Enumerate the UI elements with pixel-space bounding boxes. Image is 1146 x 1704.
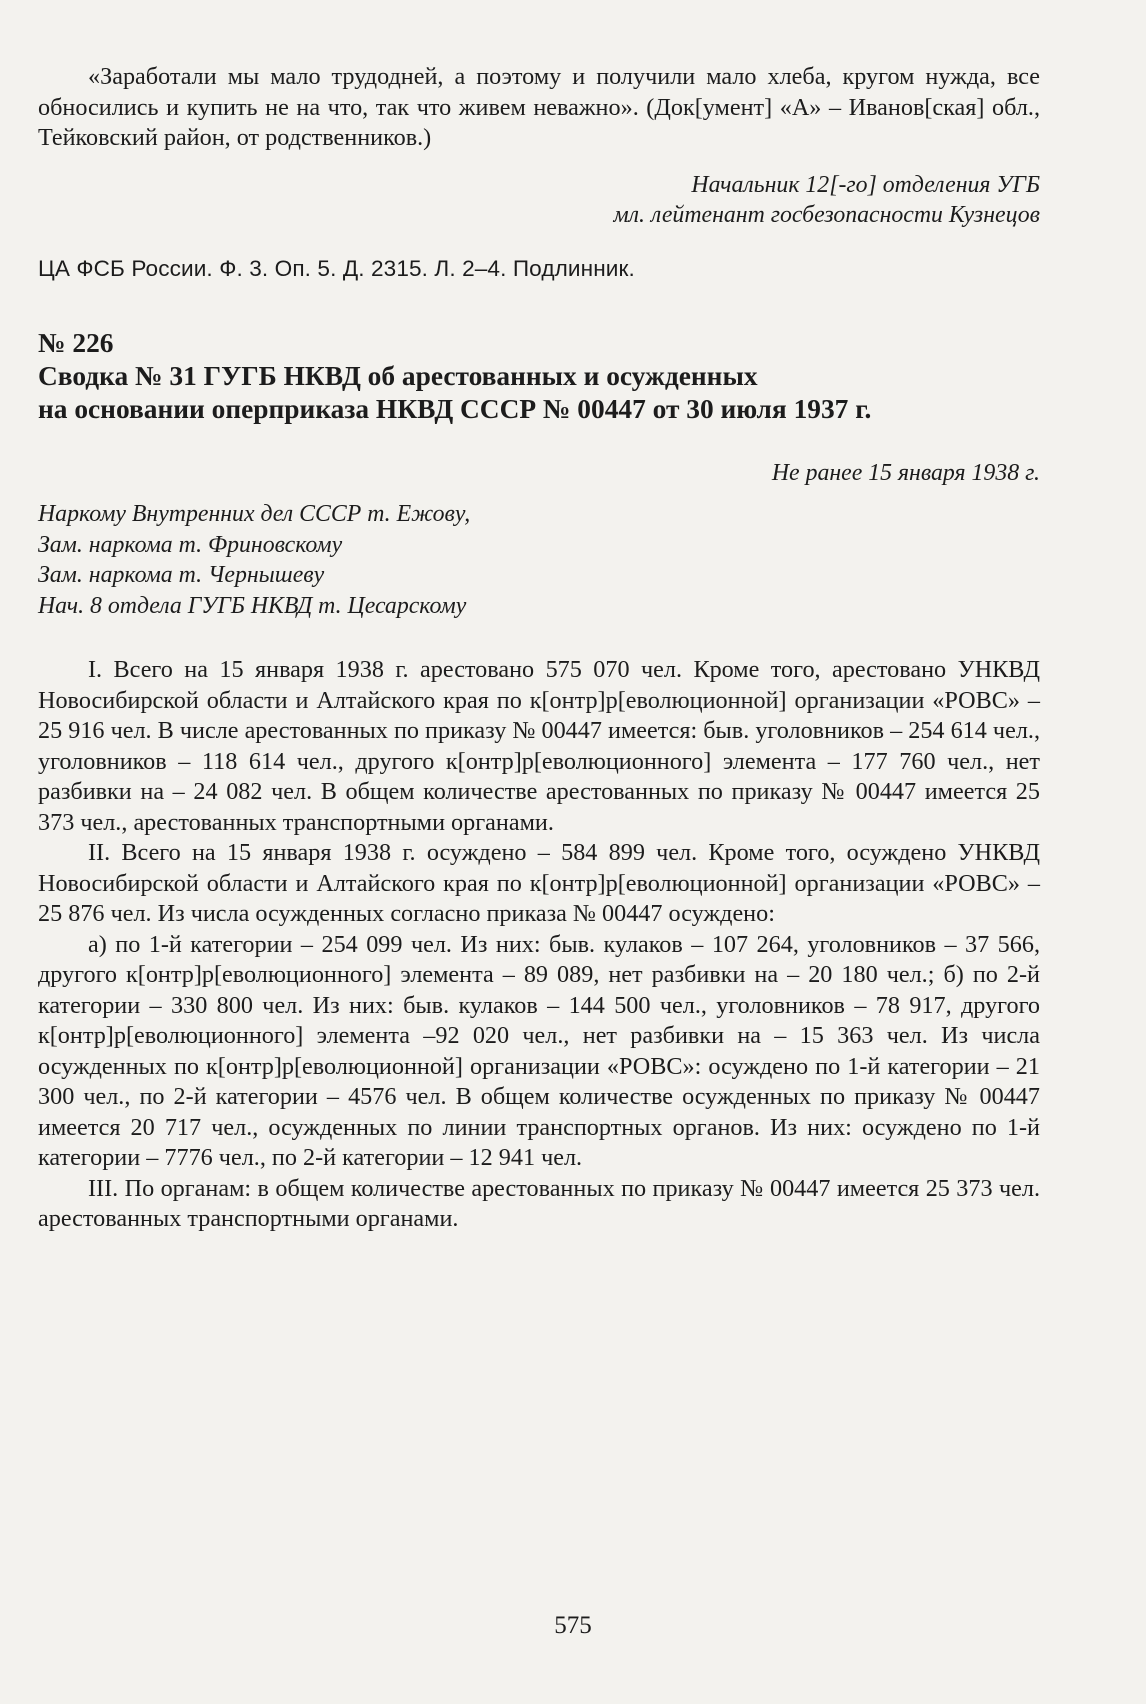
addressee: Зам. наркома т. Фриновскому [38,531,343,558]
signature-position: Начальник 12[-го] отделения УГБ [691,171,1040,198]
document-header [38,327,1040,426]
previous-document-ending [38,62,1040,282]
document-date: Не ранее 15 января 1938 г. [771,460,1040,486]
paragraph-3: а) по 1-й категории – 254 099 чел. Из них: быв. кулаков – 107 264, уголовников – 37 566, другого к[онтр]р[еволюционного] элемента – 89 089, нет разбивки на – 20 180 чел.; б) по 2-й категории – 330 800 чел. Из них: быв. кулаков – 144 500 чел., уголовников – 78 917, другого к[онтр]р[еволюционного] элемента –92 020 чел., нет разбивки на – 15 363 чел. Из числа осужденных по к[онтр]р[еволюционной] организации «РОВС»: осуждено по 1-й категории – 21 300 чел., по 2-й категории – 4576 чел. В общем количестве осужденных по приказу № 00447 имеется 20 717 чел., осужденных по линии транспортных органов. Из них: осуждено по 1-й категории – 7776 чел., по 2-й категории – 12 941 чел. [38,930,1040,1171]
addressee: Наркому Внутренних дел СССР т. Ежову, [38,501,471,527]
quote-paragraph: «Заработали мы мало трудодней, а поэтому и получили мало хлеба, кругом нужда, все обносились и купить не на что, так что живем неважно». (Док[умент] «А» – Иванов[ская] обл., Тейковский район, от родственников.) [38,63,1040,151]
addressees [38,499,1040,621]
page-number: 575 [554,1612,592,1639]
paragraph-2: II. Всего на 15 января 1938 г. осуждено – 584 899 чел. Кроме того, осуждено УНКВД Новосибирской области и Алтайского края по к[онтр]р[еволюционной] организации «РОВС» – 25 876 чел. Из числа осужденных согласно приказа № 00447 осуждено: [38,839,1040,927]
document-title-line-1: Сводка № 31 ГУГБ НКВД об арестованных и осужденных [38,361,758,391]
archive-reference: ЦА ФСБ России. Ф. 3. Оп. 5. Д. 2315. Л. 2–4. Подлинник. [38,255,635,281]
paragraph-1: I. Всего на 15 января 1938 г. арестовано 575 070 чел. Кроме того, арестовано УНКВД Новосибирской области и Алтайского края по к[онтр]р[еволюционной] организации «РОВС» – 25 916 чел. В числе арестованных по приказу № 00447 имеется: быв. уголовников – 254 614 чел., уголовников – 118 614 чел., другого к[онтр]р[еволюционного] элемента – 177 760 чел., нет разбивки на – 24 082 чел. В общем количестве арестованных по приказу № 00447 имеется 25 373 чел., арестованных транспортными органами. [38,656,1040,836]
addressee: Зам. наркома т. Чернышеву [38,562,325,589]
document-number: № 226 [38,328,114,358]
addressee: Нач. 8 отдела ГУГБ НКВД т. Цесарскому [38,592,467,619]
document-body [38,655,1040,1235]
paragraph-4: III. По органам: в общем количестве арестованных по приказу № 00447 имеется 25 373 чел. арестованных транспортными органами. [38,1174,1040,1232]
document-date-block [38,458,1040,488]
signature-name: мл. лейтенант госбезопасности Кузнецов [613,201,1040,228]
document-title-line-2: на основании оперприказа НКВД СССР № 00447 от 30 июля 1937 г. [38,394,872,424]
